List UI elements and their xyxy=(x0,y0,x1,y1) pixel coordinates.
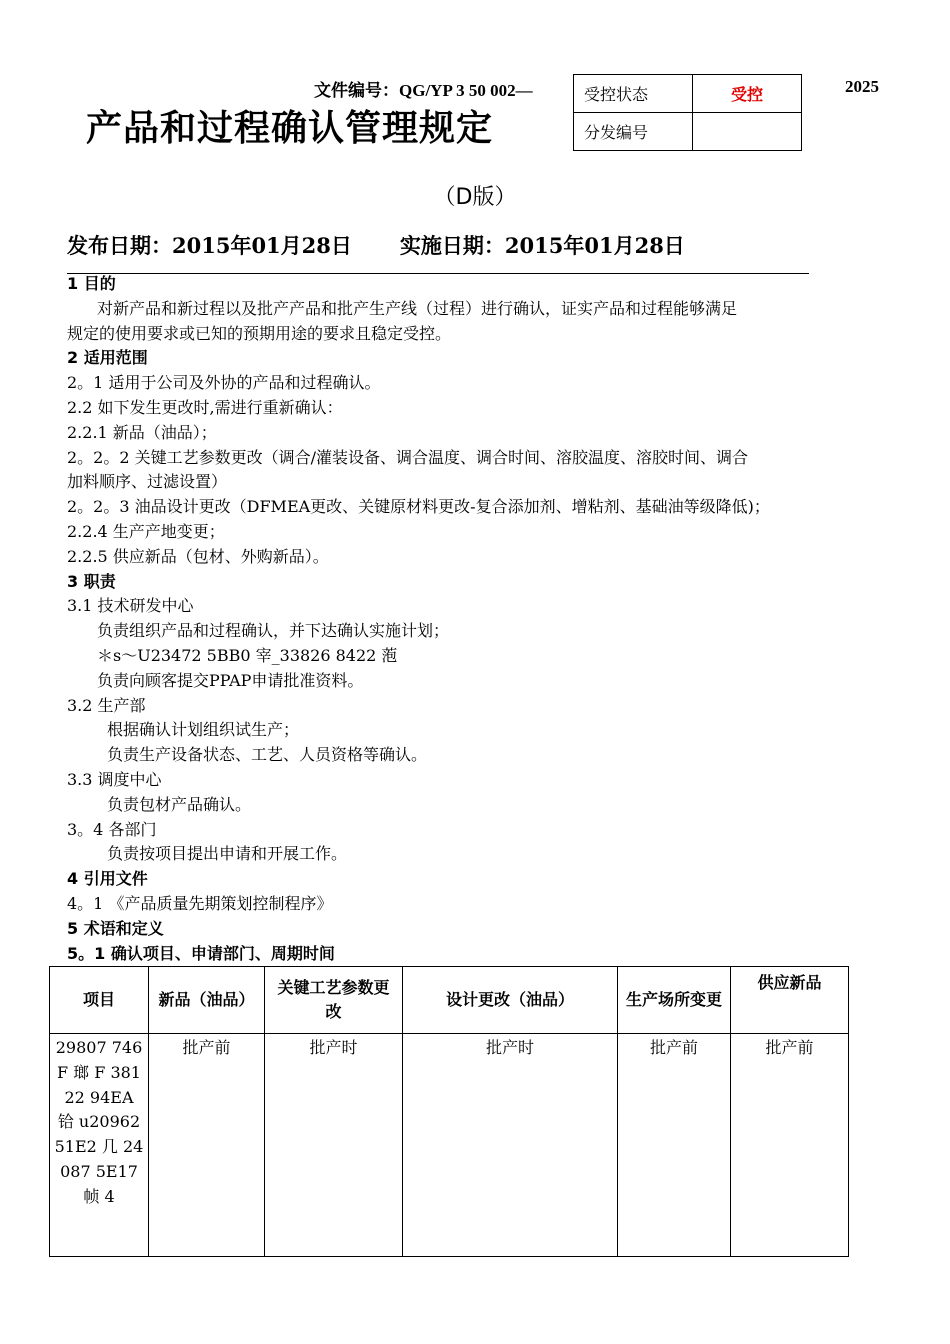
body-line: 对新产品和新过程以及批产产品和批产生产线（过程）进行确认，证实产品和过程能够满足 xyxy=(97,298,738,318)
body-line: 负责组织产品和过程确认，并下达确认实施计划； xyxy=(97,621,450,641)
body-line: 4。1 《产品质量先期策划控制程序》 xyxy=(67,893,333,913)
table-header-row xyxy=(50,967,849,1034)
document-number: 文件编号：QG/YP 3 50 002— xyxy=(314,81,533,100)
distribution-number-value xyxy=(693,113,802,151)
dates-line xyxy=(67,230,685,260)
table-header-cell: 新品（油品） xyxy=(149,967,265,1034)
table-cell: 批产前 xyxy=(731,1034,849,1257)
body-line: 2。2。2 关键工艺参数更改（调合/灌装设备、调合温度、调合时间、溶胶温度、溶胶时间、调合 xyxy=(67,447,749,467)
document-title: 产品和过程确认管理规定 xyxy=(86,108,494,149)
table-cell: 批产前 xyxy=(149,1034,265,1257)
table-header-cell: 生产场所变更 xyxy=(618,967,731,1034)
body-line: 3.2 生产部 xyxy=(67,695,146,715)
body-line: 根据确认计划组织试生产； xyxy=(107,720,300,740)
table-header-cell: 关键工艺参数更改 xyxy=(265,967,403,1034)
document-year: 2025 xyxy=(845,77,879,96)
control-status-label: 受控状态 xyxy=(574,75,693,113)
table-cell: 批产时 xyxy=(265,1034,403,1257)
body-line: 负责生产设备状态、工艺、人员资格等确认。 xyxy=(107,745,428,765)
body-line: ＊s～U23472 5BB0 宰_33826 8422 萢 xyxy=(97,645,398,665)
section-heading: 5。1 确认项目、申请部门、周期时间 xyxy=(67,943,335,963)
body-line: 2。1 适用于公司及外协的产品和过程确认。 xyxy=(67,373,381,393)
body-line: 2.2.5 供应新品（包材、外购新品）。 xyxy=(67,546,329,566)
body-line: 2.2 如下发生更改时,需进行重新确认： xyxy=(67,397,343,417)
table-row xyxy=(50,1034,849,1257)
version-label: （D版） xyxy=(433,185,517,210)
control-status-value: 受控 xyxy=(693,75,802,113)
body-line: 负责向顾客提交PPAP申请批准资料。 xyxy=(97,670,364,690)
table-cell: 批产时 xyxy=(403,1034,618,1257)
table-header-cell: 设计更改（油品） xyxy=(403,967,618,1034)
document-body xyxy=(67,272,887,966)
table-header-cell: 项目 xyxy=(50,967,149,1034)
body-line: 3.1 技术研发中心 xyxy=(67,596,194,616)
table-cell: 29807 746F 瑯 F 38122 94EA 铪 u20962 51E2 几 24087 5E17 帧 4 xyxy=(50,1034,149,1257)
body-line: 2.2.4 生产产地变更； xyxy=(67,521,225,541)
section-heading: 5 术语和定义 xyxy=(67,918,164,938)
body-line: 3。4 各部门 xyxy=(67,819,157,839)
body-line: 2.2.1 新品（油品）； xyxy=(67,422,217,442)
table-cell: 批产前 xyxy=(618,1034,731,1257)
body-line: 负责按项目提出申请和开展工作。 xyxy=(107,844,348,864)
body-line: 加料顺序、过滤设置） xyxy=(67,472,228,492)
distribution-number-label: 分发编号 xyxy=(574,113,693,151)
section-heading: 4 引用文件 xyxy=(67,869,148,889)
table-header-cell: 供应新品 xyxy=(731,967,849,1034)
body-line: 规定的使用要求或已知的预期用途的要求且稳定受控。 xyxy=(67,323,452,343)
effective-date: 实施日期：2015年01月28日 xyxy=(399,233,685,258)
body-line: 负责包材产品确认。 xyxy=(107,794,252,814)
release-date: 发布日期：2015年01月28日 xyxy=(67,233,352,258)
section-heading: 3 职责 xyxy=(67,571,116,591)
control-status-table xyxy=(573,74,802,151)
body-line: 2。2。3 油品设计更改（DFMEA更改、关键原材料更改-复合添加剂、增粘剂、基础油等级降低)； xyxy=(67,497,770,517)
section-heading: 1 目的 xyxy=(67,274,116,293)
confirmation-table xyxy=(49,966,849,1257)
section-heading: 2 适用范围 xyxy=(67,348,148,368)
body-line: 3.3 调度中心 xyxy=(67,769,162,789)
